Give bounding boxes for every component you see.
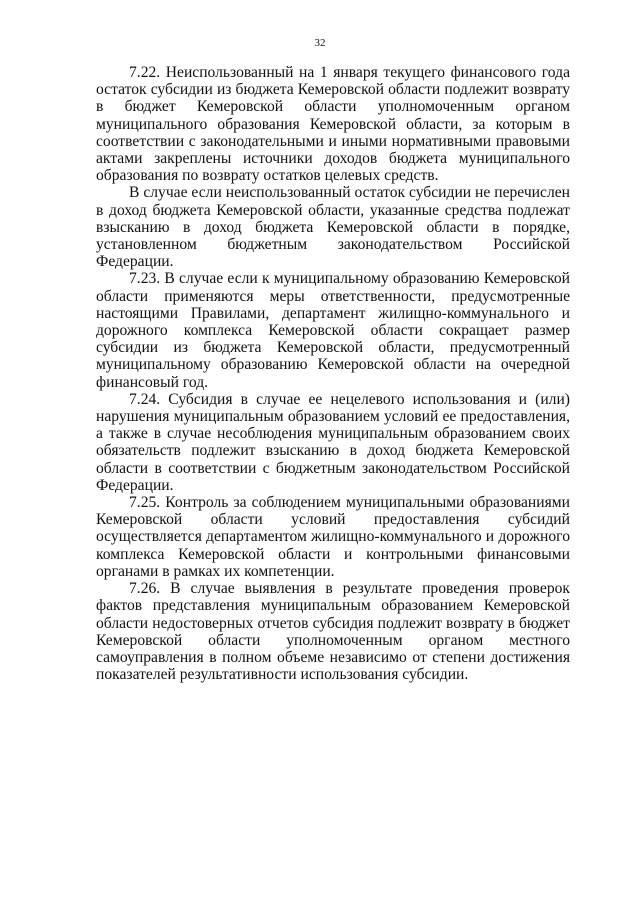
paragraph-7-25: 7.25. Контроль за соблюдением муниципальными образованиями Кемеровской области условий предоставления субсидий осуществляется департаментом жилищно-коммунального и дорожного комплекса Кемеровской области и контрольными финансовыми органами в рамках их компетенции. bbox=[96, 494, 570, 580]
paragraph-7-26: 7.26. В случае выявления в результате проведения проверок фактов представления муниципальным образованием Кемеровской области недостоверных отчетов субсидия подлежит возврату в бюджет Кемеровской области уполномоченным органом местного самоуправления в полном объеме независимо от степени достижения показателей результативности использования субсидии. bbox=[96, 580, 570, 684]
paragraph-7-22-continuation: В случае если неиспользованный остаток субсидии не перечислен в доход бюджета Кемеровской области, указанные средства подлежат взысканию в доход бюджета Кемеровской области в порядке, установленном бюджетным законодательством Российской Федерации. bbox=[96, 184, 570, 271]
paragraph-7-24: 7.24. Субсидия в случае ее нецелевого использования и (или) нарушения муниципальным образованием условий ее предоставления, а также в случае несоблюдения муниципальным образованием своих обязательств подлежит взысканию в доход бюджета Кемеровской области в соответствии с бюджетным законодательством Российской Федерации. bbox=[96, 390, 570, 494]
document-body bbox=[96, 64, 570, 683]
paragraph-7-22: 7.22. Неиспользованный на 1 января текущего финансового года остаток субсидии из бюджета Кемеровской области подлежит возврату в бюджет Кемеровской области уполномоченным органом муниципального образования Кемеровской области, за которым в соответствии с законодательными и иными нормативными правовыми актами закреплены источники доходов бюджета муниципального образования по возврату остатков целевых средств. bbox=[96, 64, 570, 185]
page-number: 32 bbox=[314, 37, 326, 49]
paragraph-7-23: 7.23. В случае если к муниципальному образованию Кемеровской области применяются меры ответственности, предусмотренные настоящими Правилами, департамент жилищно-коммунального и дорожного комплекса Кемеровской области сокращает размер субсидии из бюджета Кемеровской области, предусмотренный муниципальному образованию Кемеровской области на очередной финансовый год. bbox=[96, 270, 570, 391]
